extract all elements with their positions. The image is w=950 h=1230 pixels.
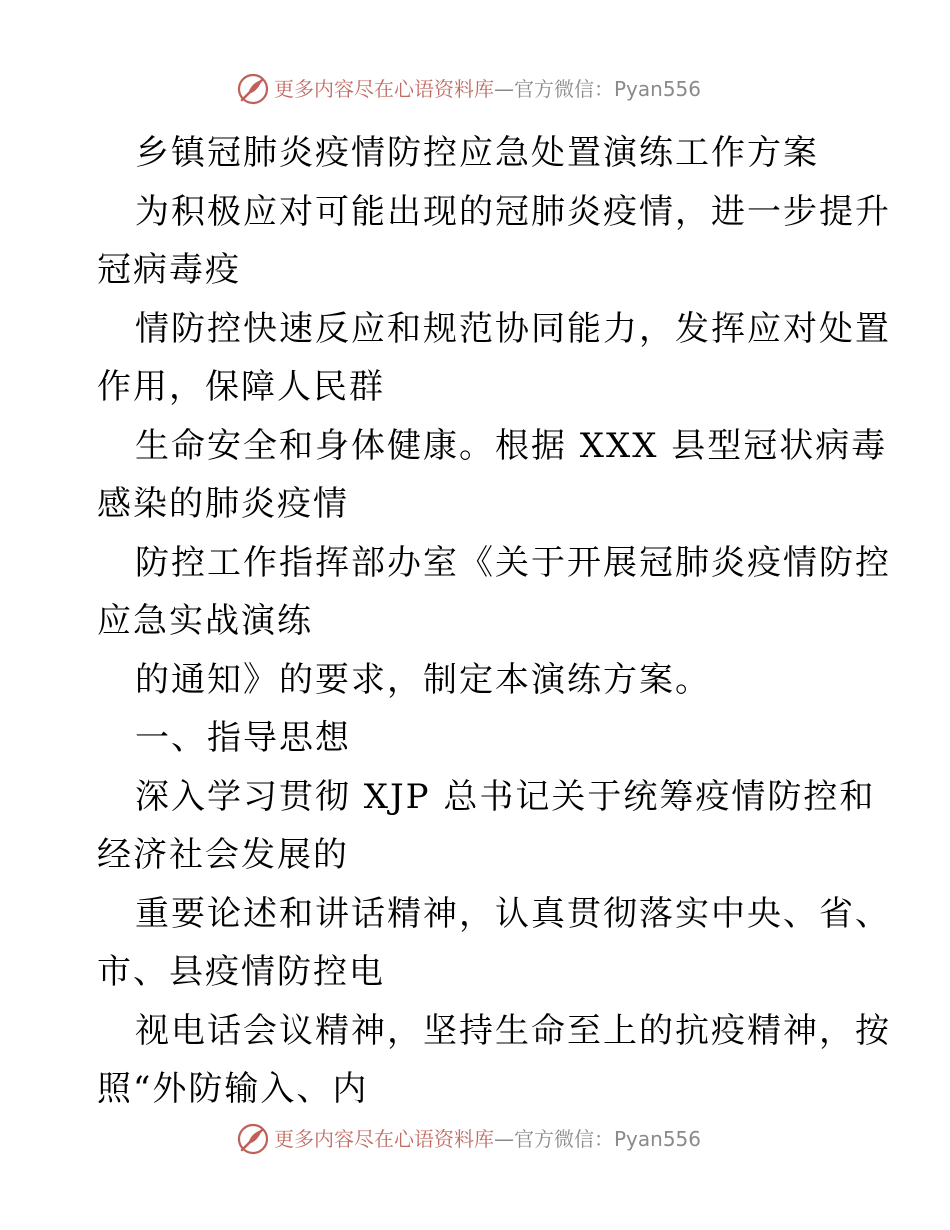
- document-title: 乡镇冠肺炎疫情防控应急处置演练工作方案: [135, 133, 819, 173]
- watermark-lead: 更多内容尽在心语资料库: [274, 1127, 494, 1151]
- watermark-contact: —官方微信：Pyan556: [494, 77, 702, 101]
- paragraph-line: 为积极应对可能出现的冠肺炎疫情，进一步提升: [135, 191, 891, 232]
- feather-logo-icon: [236, 1122, 270, 1156]
- paragraph-line: 作用，保障人民群: [97, 367, 385, 407]
- paragraph-line: 市、县疫情防控电: [97, 952, 385, 992]
- paragraph-line: 重要论述和讲话精神，认真贯彻落实中央、省、: [135, 893, 891, 934]
- paragraph-line: 冠病毒疫: [97, 250, 241, 290]
- paragraph-line: 感染的肺炎疫情: [97, 484, 349, 524]
- paragraph-line: 应急实战演练: [97, 601, 313, 641]
- watermark-lead: 更多内容尽在心语资料库: [274, 77, 494, 101]
- feather-logo-icon: [236, 72, 270, 106]
- paragraph-line: 深入学习贯彻 XJP 总书记关于统筹疫情防控和: [135, 776, 876, 817]
- paragraph-line: 防控工作指挥部办室《关于开展冠肺炎疫情防控: [135, 542, 891, 583]
- paragraph-line: 的通知》的要求，制定本演练方案。: [135, 659, 711, 700]
- document-body: [97, 124, 891, 1119]
- paragraph-line: 情防控快速反应和规范协同能力，发挥应对处置: [135, 308, 891, 349]
- paragraph-line: 视电话会议精神，坚持生命至上的抗疫精神，按: [135, 1010, 891, 1051]
- watermark-text: [274, 77, 701, 101]
- watermark-footer: [0, 1120, 950, 1160]
- paragraph-line: 照“外防输入、内: [97, 1069, 369, 1109]
- watermark-text: [274, 1127, 701, 1151]
- section-heading: 一、指导思想: [135, 718, 351, 758]
- watermark-contact: —官方微信：Pyan556: [494, 1127, 702, 1151]
- paragraph-line: 生命安全和身体健康。根据 XXX 县型冠状病毒: [135, 425, 888, 466]
- watermark-header: [0, 70, 950, 110]
- paragraph-line: 经济社会发展的: [97, 835, 349, 875]
